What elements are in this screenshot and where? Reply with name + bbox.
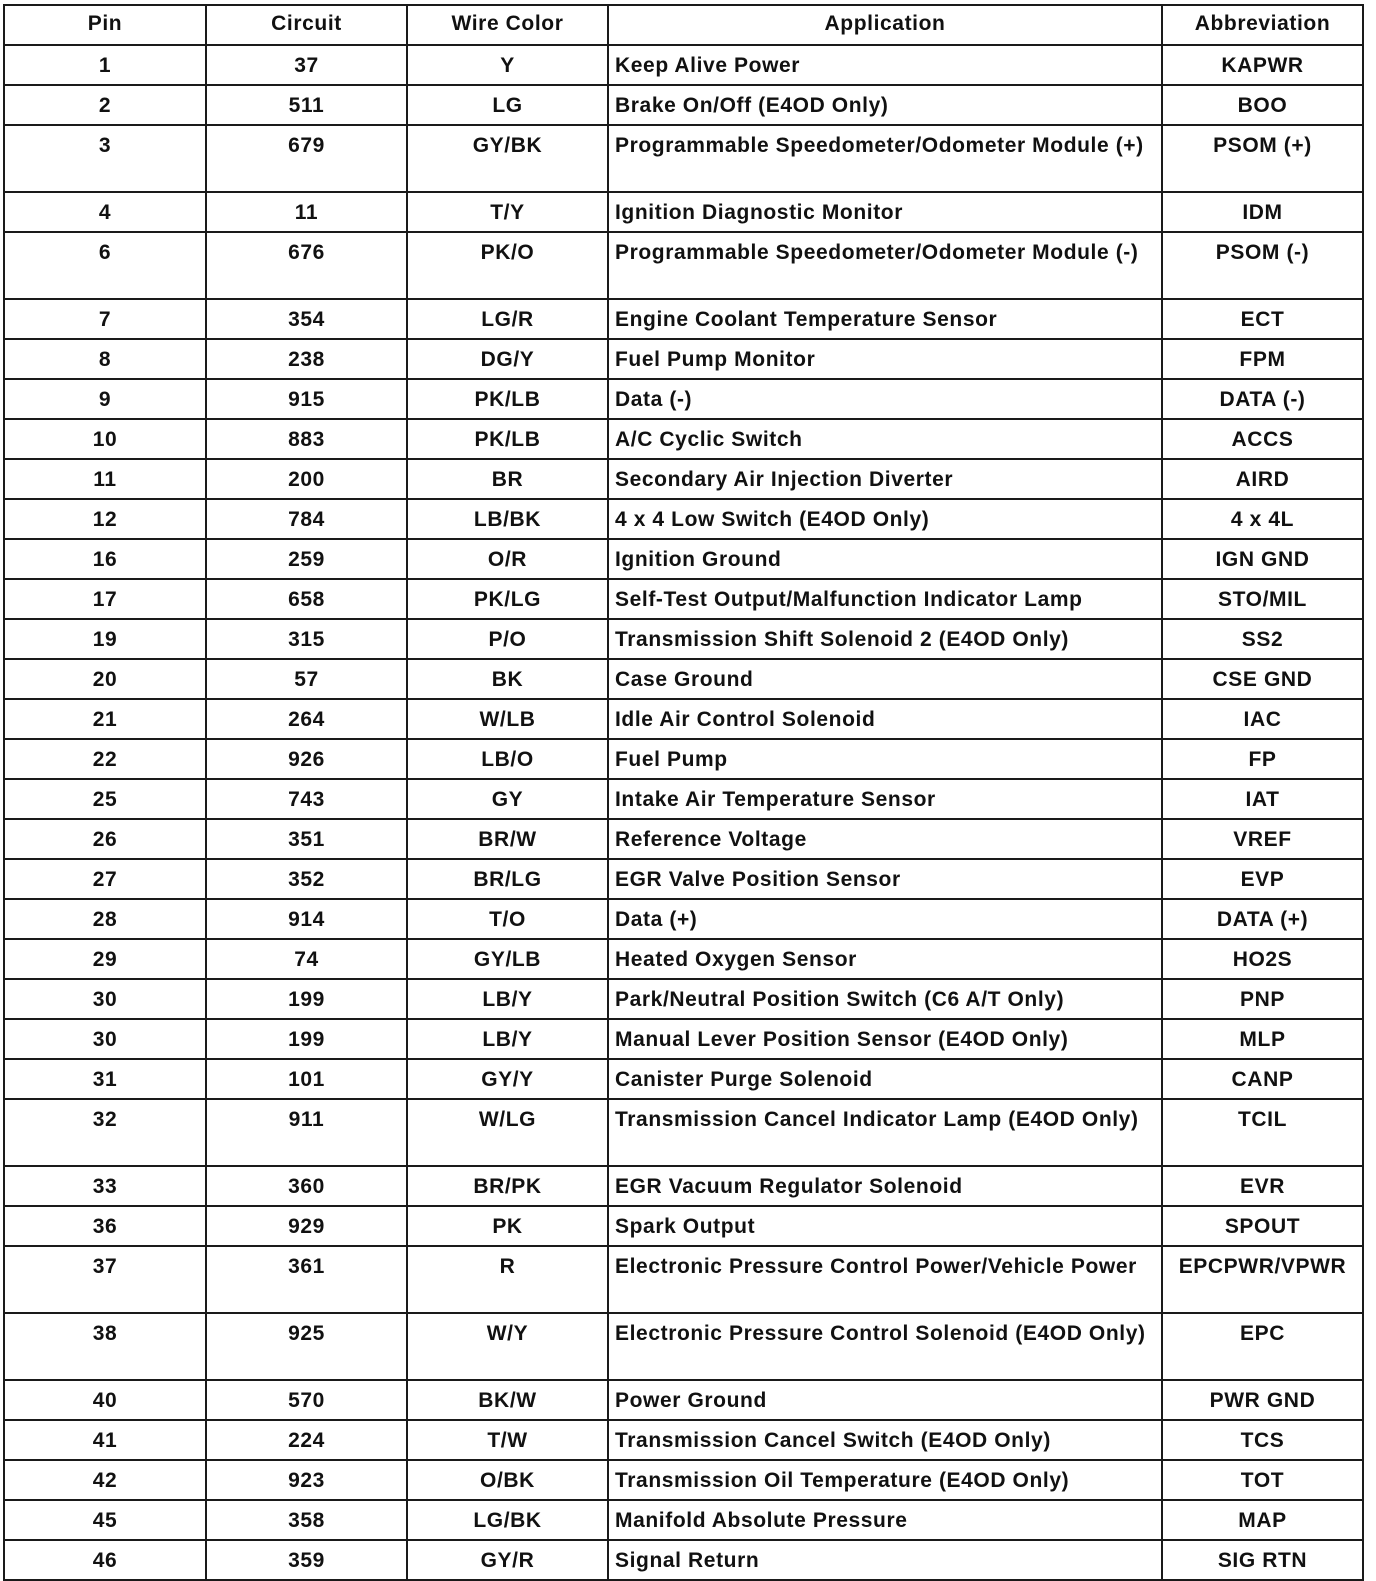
circuit-cell: 511	[206, 85, 407, 125]
circuit-cell: 925	[206, 1313, 407, 1380]
circuit-cell: 358	[206, 1500, 407, 1540]
circuit-cell: 676	[206, 232, 407, 299]
abbreviation-cell: PSOM (+)	[1162, 125, 1363, 192]
application-cell: Engine Coolant Temperature Sensor	[608, 299, 1162, 339]
wire-color-cell: PK/LB	[407, 419, 608, 459]
wire-color-cell: BK	[407, 659, 608, 699]
header-circuit: Circuit	[206, 5, 407, 45]
wire-color-cell: GY/Y	[407, 1059, 608, 1099]
circuit-cell: 315	[206, 619, 407, 659]
pin-cell: 31	[4, 1059, 206, 1099]
application-cell: Case Ground	[608, 659, 1162, 699]
wire-color-cell: LB/Y	[407, 1019, 608, 1059]
application-cell: Transmission Shift Solenoid 2 (E4OD Only)	[608, 619, 1162, 659]
circuit-cell: 199	[206, 1019, 407, 1059]
abbreviation-cell: SPOUT	[1162, 1206, 1363, 1246]
circuit-cell: 914	[206, 899, 407, 939]
table-row	[4, 1206, 1363, 1246]
application-cell: Electronic Pressure Control Power/Vehicle Power	[608, 1246, 1162, 1313]
circuit-cell: 784	[206, 499, 407, 539]
wire-color-cell: PK/LB	[407, 379, 608, 419]
application-cell: 4 x 4 Low Switch (E4OD Only)	[608, 499, 1162, 539]
pin-cell: 45	[4, 1500, 206, 1540]
table-row	[4, 85, 1363, 125]
table-row	[4, 419, 1363, 459]
table-row	[4, 979, 1363, 1019]
circuit-cell: 37	[206, 45, 407, 85]
application-cell: EGR Vacuum Regulator Solenoid	[608, 1166, 1162, 1206]
circuit-cell: 352	[206, 859, 407, 899]
table-row	[4, 379, 1363, 419]
wire-color-cell: LG	[407, 85, 608, 125]
wire-color-cell: LG/BK	[407, 1500, 608, 1540]
application-cell: Secondary Air Injection Diverter	[608, 459, 1162, 499]
abbreviation-cell: FPM	[1162, 339, 1363, 379]
wire-color-cell: O/R	[407, 539, 608, 579]
wire-color-cell: T/W	[407, 1420, 608, 1460]
pin-cell: 32	[4, 1099, 206, 1166]
pin-cell: 37	[4, 1246, 206, 1313]
abbreviation-cell: FP	[1162, 739, 1363, 779]
wire-color-cell: GY	[407, 779, 608, 819]
table-row	[4, 899, 1363, 939]
application-cell: Fuel Pump	[608, 739, 1162, 779]
pin-cell: 30	[4, 979, 206, 1019]
table-row	[4, 1500, 1363, 1540]
pin-cell: 26	[4, 819, 206, 859]
table-row	[4, 939, 1363, 979]
abbreviation-cell: IDM	[1162, 192, 1363, 232]
circuit-cell: 74	[206, 939, 407, 979]
circuit-cell: 883	[206, 419, 407, 459]
abbreviation-cell: EVR	[1162, 1166, 1363, 1206]
table-row	[4, 1019, 1363, 1059]
wire-color-cell: BK/W	[407, 1380, 608, 1420]
abbreviation-cell: EVP	[1162, 859, 1363, 899]
table-row	[4, 1059, 1363, 1099]
application-cell: Intake Air Temperature Sensor	[608, 779, 1162, 819]
abbreviation-cell: SIG RTN	[1162, 1540, 1363, 1580]
table-row	[4, 619, 1363, 659]
table-row	[4, 819, 1363, 859]
circuit-cell: 199	[206, 979, 407, 1019]
circuit-cell: 359	[206, 1540, 407, 1580]
wire-color-cell: GY/LB	[407, 939, 608, 979]
application-cell: Signal Return	[608, 1540, 1162, 1580]
circuit-cell: 679	[206, 125, 407, 192]
table-row	[4, 339, 1363, 379]
pin-table	[3, 4, 1364, 1581]
pin-cell: 25	[4, 779, 206, 819]
wire-color-cell: PK/O	[407, 232, 608, 299]
abbreviation-cell: PNP	[1162, 979, 1363, 1019]
abbreviation-cell: IAT	[1162, 779, 1363, 819]
wire-color-cell: LB/BK	[407, 499, 608, 539]
abbreviation-cell: DATA (-)	[1162, 379, 1363, 419]
abbreviation-cell: SS2	[1162, 619, 1363, 659]
table-row	[4, 1540, 1363, 1580]
pin-cell: 29	[4, 939, 206, 979]
header-row	[4, 5, 1363, 45]
pin-cell: 1	[4, 45, 206, 85]
table-row	[4, 45, 1363, 85]
circuit-cell: 354	[206, 299, 407, 339]
abbreviation-cell: STO/MIL	[1162, 579, 1363, 619]
abbreviation-cell: ACCS	[1162, 419, 1363, 459]
application-cell: Fuel Pump Monitor	[608, 339, 1162, 379]
pin-cell: 8	[4, 339, 206, 379]
circuit-cell: 743	[206, 779, 407, 819]
application-cell: Transmission Oil Temperature (E4OD Only)	[608, 1460, 1162, 1500]
application-cell: Spark Output	[608, 1206, 1162, 1246]
abbreviation-cell: HO2S	[1162, 939, 1363, 979]
application-cell: Power Ground	[608, 1380, 1162, 1420]
wire-color-cell: O/BK	[407, 1460, 608, 1500]
pin-cell: 42	[4, 1460, 206, 1500]
circuit-cell: 259	[206, 539, 407, 579]
pin-cell: 9	[4, 379, 206, 419]
table-row	[4, 299, 1363, 339]
pin-cell: 46	[4, 1540, 206, 1580]
application-cell: Transmission Cancel Indicator Lamp (E4OD Only)	[608, 1099, 1162, 1166]
abbreviation-cell: TOT	[1162, 1460, 1363, 1500]
application-cell: Manual Lever Position Sensor (E4OD Only)	[608, 1019, 1162, 1059]
circuit-cell: 238	[206, 339, 407, 379]
table-row	[4, 579, 1363, 619]
table-row	[4, 459, 1363, 499]
circuit-cell: 200	[206, 459, 407, 499]
wire-color-cell: LG/R	[407, 299, 608, 339]
table-row	[4, 859, 1363, 899]
pin-cell: 28	[4, 899, 206, 939]
table-row	[4, 1166, 1363, 1206]
wire-color-cell: Y	[407, 45, 608, 85]
application-cell: Data (-)	[608, 379, 1162, 419]
table-row	[4, 1246, 1363, 1313]
circuit-cell: 926	[206, 739, 407, 779]
header-pin: Pin	[4, 5, 206, 45]
pin-cell: 10	[4, 419, 206, 459]
circuit-cell: 57	[206, 659, 407, 699]
table-row	[4, 739, 1363, 779]
table-row	[4, 659, 1363, 699]
circuit-cell: 11	[206, 192, 407, 232]
abbreviation-cell: TCS	[1162, 1420, 1363, 1460]
application-cell: Canister Purge Solenoid	[608, 1059, 1162, 1099]
abbreviation-cell: IAC	[1162, 699, 1363, 739]
wire-color-cell: BR	[407, 459, 608, 499]
abbreviation-cell: PSOM (-)	[1162, 232, 1363, 299]
abbreviation-cell: EPC	[1162, 1313, 1363, 1380]
application-cell: Manifold Absolute Pressure	[608, 1500, 1162, 1540]
circuit-cell: 224	[206, 1420, 407, 1460]
wire-color-cell: BR/W	[407, 819, 608, 859]
table-row	[4, 1460, 1363, 1500]
pin-cell: 7	[4, 299, 206, 339]
abbreviation-cell: DATA (+)	[1162, 899, 1363, 939]
abbreviation-cell: MAP	[1162, 1500, 1363, 1540]
wire-color-cell: GY/R	[407, 1540, 608, 1580]
wire-color-cell: T/O	[407, 899, 608, 939]
wire-color-cell: W/LB	[407, 699, 608, 739]
pin-cell: 38	[4, 1313, 206, 1380]
pin-cell: 16	[4, 539, 206, 579]
abbreviation-cell: PWR GND	[1162, 1380, 1363, 1420]
abbreviation-cell: ECT	[1162, 299, 1363, 339]
pin-cell: 6	[4, 232, 206, 299]
wire-color-cell: BR/LG	[407, 859, 608, 899]
application-cell: Heated Oxygen Sensor	[608, 939, 1162, 979]
wire-color-cell: R	[407, 1246, 608, 1313]
table-row	[4, 125, 1363, 192]
abbreviation-cell: TCIL	[1162, 1099, 1363, 1166]
pin-cell: 12	[4, 499, 206, 539]
circuit-cell: 915	[206, 379, 407, 419]
application-cell: Transmission Cancel Switch (E4OD Only)	[608, 1420, 1162, 1460]
circuit-cell: 361	[206, 1246, 407, 1313]
application-cell: A/C Cyclic Switch	[608, 419, 1162, 459]
application-cell: Park/Neutral Position Switch (C6 A/T Only)	[608, 979, 1162, 1019]
table-row	[4, 499, 1363, 539]
table-row	[4, 779, 1363, 819]
pin-cell: 3	[4, 125, 206, 192]
abbreviation-cell: IGN GND	[1162, 539, 1363, 579]
pin-cell: 40	[4, 1380, 206, 1420]
header-abbreviation: Abbreviation	[1162, 5, 1363, 45]
wire-color-cell: PK	[407, 1206, 608, 1246]
application-cell: Brake On/Off (E4OD Only)	[608, 85, 1162, 125]
pin-cell: 33	[4, 1166, 206, 1206]
wire-color-cell: GY/BK	[407, 125, 608, 192]
circuit-cell: 658	[206, 579, 407, 619]
wire-color-cell: P/O	[407, 619, 608, 659]
pin-cell: 27	[4, 859, 206, 899]
application-cell: Self-Test Output/Malfunction Indicator Lamp	[608, 579, 1162, 619]
pin-cell: 17	[4, 579, 206, 619]
abbreviation-cell: BOO	[1162, 85, 1363, 125]
pin-cell: 41	[4, 1420, 206, 1460]
circuit-cell: 101	[206, 1059, 407, 1099]
table-row	[4, 539, 1363, 579]
table-row	[4, 1313, 1363, 1380]
abbreviation-cell: CSE GND	[1162, 659, 1363, 699]
circuit-cell: 360	[206, 1166, 407, 1206]
circuit-cell: 911	[206, 1099, 407, 1166]
abbreviation-cell: KAPWR	[1162, 45, 1363, 85]
abbreviation-cell: AIRD	[1162, 459, 1363, 499]
wire-color-cell: LB/Y	[407, 979, 608, 1019]
wire-color-cell: W/Y	[407, 1313, 608, 1380]
abbreviation-cell: MLP	[1162, 1019, 1363, 1059]
application-cell: Electronic Pressure Control Solenoid (E4OD Only)	[608, 1313, 1162, 1380]
application-cell: Keep Alive Power	[608, 45, 1162, 85]
application-cell: Ignition Diagnostic Monitor	[608, 192, 1162, 232]
wire-color-cell: BR/PK	[407, 1166, 608, 1206]
pin-cell: 20	[4, 659, 206, 699]
pin-cell: 4	[4, 192, 206, 232]
application-cell: Programmable Speedometer/Odometer Module (+)	[608, 125, 1162, 192]
abbreviation-cell: CANP	[1162, 1059, 1363, 1099]
application-cell: Programmable Speedometer/Odometer Module (-)	[608, 232, 1162, 299]
abbreviation-cell: VREF	[1162, 819, 1363, 859]
circuit-cell: 264	[206, 699, 407, 739]
wire-color-cell: DG/Y	[407, 339, 608, 379]
pin-cell: 36	[4, 1206, 206, 1246]
table-row	[4, 1099, 1363, 1166]
table-body	[4, 45, 1363, 1580]
application-cell: Data (+)	[608, 899, 1162, 939]
application-cell: EGR Valve Position Sensor	[608, 859, 1162, 899]
pin-cell: 19	[4, 619, 206, 659]
application-cell: Reference Voltage	[608, 819, 1162, 859]
table-row	[4, 232, 1363, 299]
circuit-cell: 351	[206, 819, 407, 859]
wire-color-cell: PK/LG	[407, 579, 608, 619]
pin-cell: 11	[4, 459, 206, 499]
pin-cell: 30	[4, 1019, 206, 1059]
pin-cell: 22	[4, 739, 206, 779]
circuit-cell: 923	[206, 1460, 407, 1500]
wire-color-cell: LB/O	[407, 739, 608, 779]
circuit-cell: 570	[206, 1380, 407, 1420]
table-row	[4, 1420, 1363, 1460]
abbreviation-cell: 4 x 4L	[1162, 499, 1363, 539]
pin-cell: 2	[4, 85, 206, 125]
wire-color-cell: T/Y	[407, 192, 608, 232]
header-wire-color: Wire Color	[407, 5, 608, 45]
table-row	[4, 699, 1363, 739]
circuit-cell: 929	[206, 1206, 407, 1246]
table-row	[4, 192, 1363, 232]
wire-color-cell: W/LG	[407, 1099, 608, 1166]
pin-cell: 21	[4, 699, 206, 739]
application-cell: Idle Air Control Solenoid	[608, 699, 1162, 739]
header-application: Application	[608, 5, 1162, 45]
application-cell: Ignition Ground	[608, 539, 1162, 579]
abbreviation-cell: EPCPWR/VPWR	[1162, 1246, 1363, 1313]
table-row	[4, 1380, 1363, 1420]
